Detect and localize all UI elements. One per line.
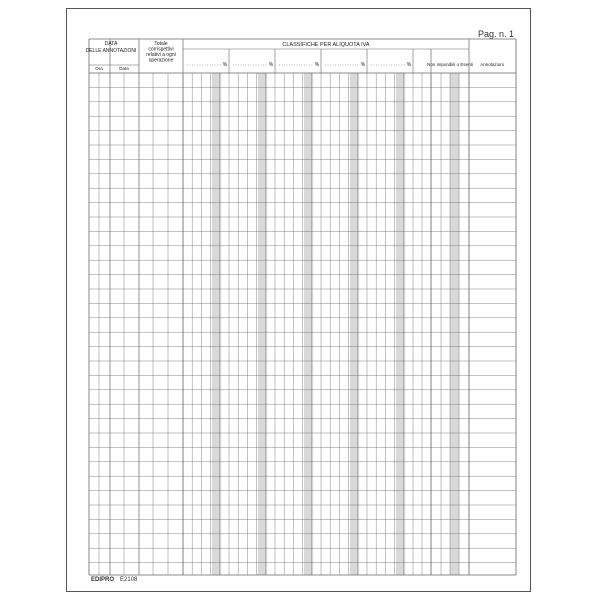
- percent-label: %: [314, 62, 320, 68]
- header-classifiche: CLASSIFICHE PER ALIQUOTA IVA: [282, 42, 370, 48]
- brand-logo: EDIPRO: [91, 577, 115, 583]
- header-annotazioni: Annotazioni: [480, 62, 504, 67]
- percent-label: %: [406, 62, 412, 68]
- register-grid: [67, 9, 532, 593]
- header-ora: Ora: [95, 66, 103, 71]
- header-annotations-group: DATA: [104, 41, 118, 47]
- page-number-label: Pag. n. 1: [477, 29, 514, 39]
- header-non-imponibili: Non imponibili o Esenti: [427, 62, 473, 67]
- header-totale: Totale: [154, 41, 168, 47]
- percent-label: %: [268, 62, 274, 68]
- header-totale: relativi a ogni: [146, 52, 176, 58]
- shaded-column: [450, 73, 459, 575]
- header-totale: operazione: [148, 57, 174, 64]
- percent-label: %: [222, 62, 228, 68]
- form-code: E2108: [120, 577, 138, 583]
- header-annotations-group: DELLE ANNOTAZIONI: [85, 48, 137, 54]
- header-totale: corrispettivi: [148, 46, 174, 53]
- header-data: Data: [119, 66, 129, 71]
- percent-label: %: [360, 62, 366, 68]
- footer-brand: [91, 577, 137, 583]
- register-sheet: [66, 8, 531, 592]
